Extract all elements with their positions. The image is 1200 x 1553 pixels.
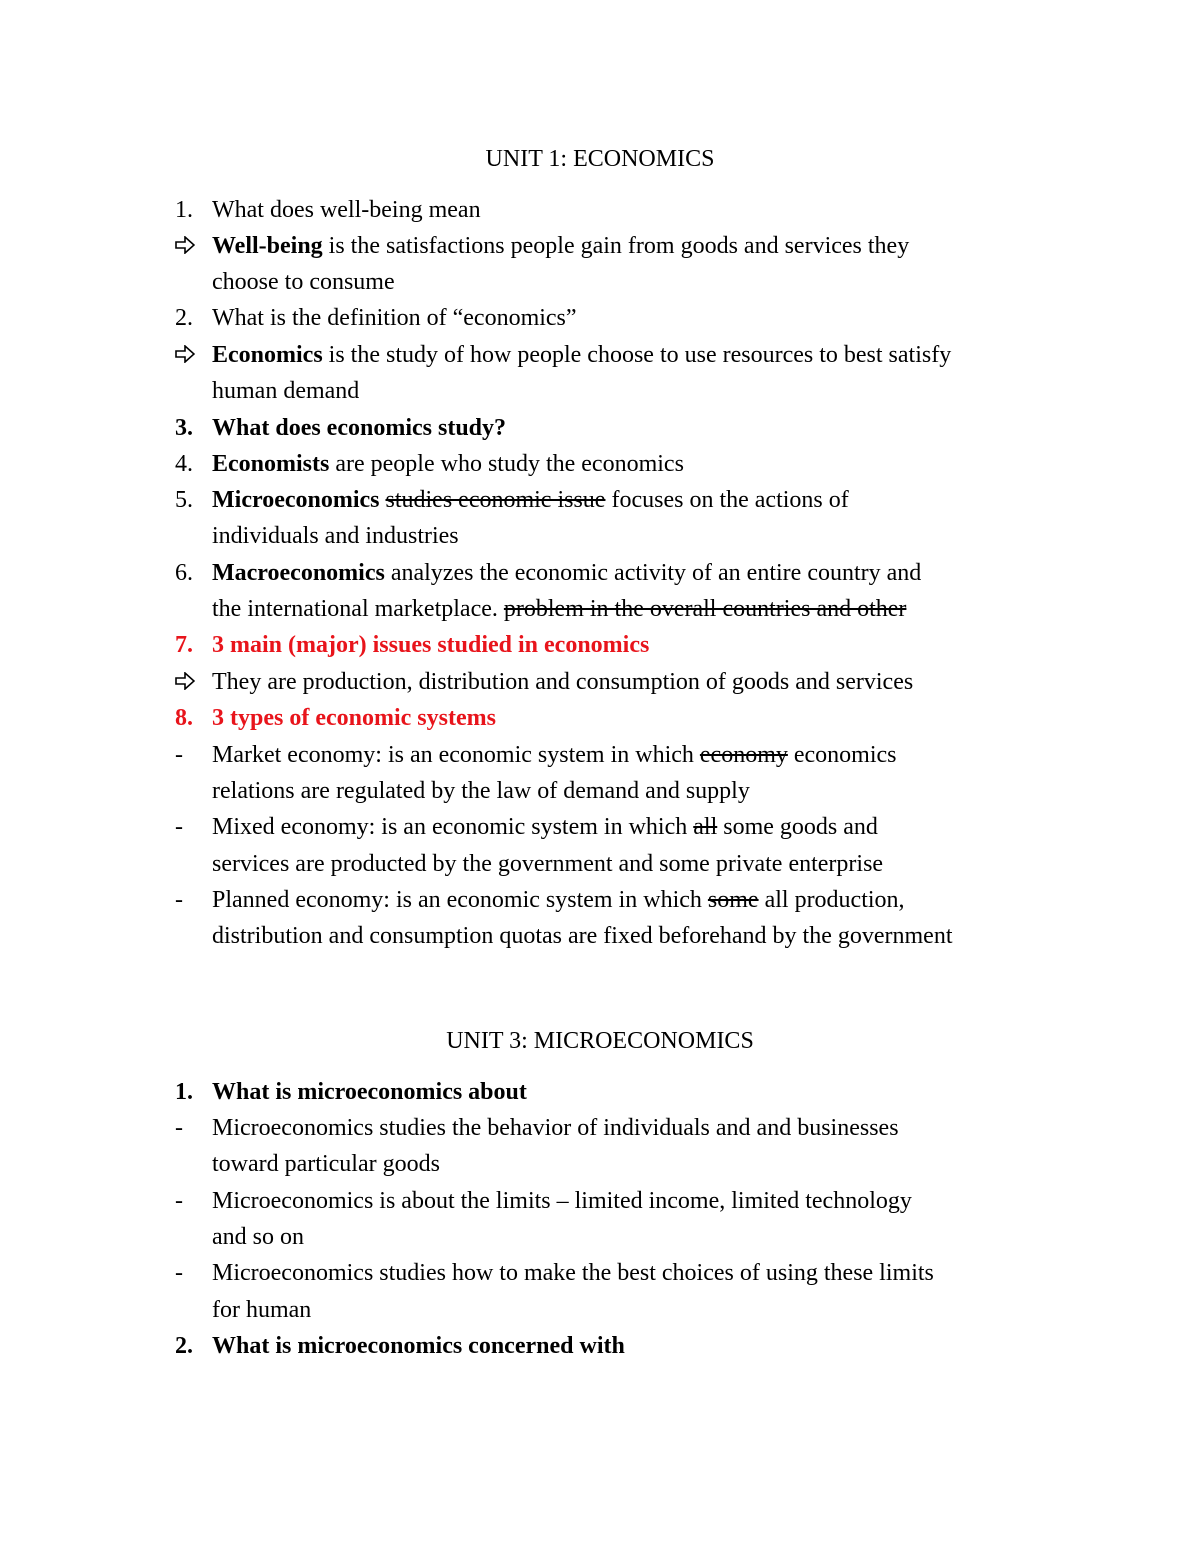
unit1-answer-2 bbox=[175, 337, 1075, 373]
question-text: What does well-being mean bbox=[212, 197, 481, 223]
question-text: What is the definition of “economics” bbox=[212, 305, 577, 331]
bullet-text: services are producted by the government and some private enterprise bbox=[212, 851, 884, 877]
list-number: 7. bbox=[175, 632, 193, 658]
unit1-item-4 bbox=[175, 446, 1075, 482]
outline-right-arrow-icon bbox=[175, 337, 199, 373]
list-number: 8. bbox=[175, 705, 193, 731]
outline-right-arrow-icon bbox=[175, 228, 199, 264]
bullet-text: for human bbox=[212, 1297, 312, 1323]
list-number: 5. bbox=[175, 487, 193, 513]
term-bold: Well-being bbox=[212, 233, 323, 259]
unit1-item-5-cont bbox=[175, 518, 1075, 554]
unit3-bullet-3-cont bbox=[175, 1292, 1075, 1328]
unit1-answer-2-cont bbox=[175, 373, 1075, 409]
bullet-dash: - bbox=[175, 1115, 183, 1141]
bullet-text: and so on bbox=[212, 1224, 304, 1250]
term-bold: Macroeconomics bbox=[212, 560, 385, 586]
term-bold: Economists bbox=[212, 451, 330, 477]
unit1-question-1 bbox=[175, 192, 1075, 228]
bullet-dash: - bbox=[175, 814, 183, 840]
unit3-bullet-2 bbox=[175, 1183, 1075, 1219]
term-bold: Economics bbox=[212, 342, 323, 368]
unit3-bullet-2-cont bbox=[175, 1219, 1075, 1255]
unit3-bullet-1 bbox=[175, 1110, 1075, 1146]
bullet-planned-economy bbox=[175, 882, 1075, 918]
item-text: the international marketplace. bbox=[212, 596, 504, 622]
item-text: individuals and industries bbox=[212, 523, 459, 549]
unit1-heading: UNIT 1: ECONOMICS bbox=[485, 146, 715, 172]
bullet-market-economy-cont bbox=[175, 773, 1075, 809]
item-text: focuses on the actions of bbox=[605, 487, 849, 513]
unit1-item-6 bbox=[175, 555, 1075, 591]
bullet-text: distribution and consumption quotas are fixed beforehand by the government bbox=[212, 923, 953, 949]
bullet-dash: - bbox=[175, 1188, 183, 1214]
item-text: are people who study the economics bbox=[329, 451, 684, 477]
list-number: 3. bbox=[175, 415, 193, 441]
bullet-text: economics bbox=[787, 742, 897, 768]
list-number: 6. bbox=[175, 560, 193, 586]
bullet-dash: - bbox=[175, 1260, 183, 1286]
list-number: 1. bbox=[175, 197, 193, 223]
question-text: 3 main (major) issues studied in economics bbox=[212, 632, 650, 658]
list-number: 2. bbox=[175, 305, 193, 331]
struck-text: economy bbox=[699, 742, 788, 768]
answer-text: choose to consume bbox=[212, 269, 395, 295]
unit1-question-3 bbox=[175, 410, 1075, 446]
unit1-question-7 bbox=[175, 627, 1075, 663]
bullet-text: all production, bbox=[758, 887, 905, 913]
bullet-text: Planned economy: is an economic system in which bbox=[212, 887, 708, 913]
bullet-text: Market economy: is an economic system in which bbox=[212, 742, 700, 768]
unit3-question-2 bbox=[175, 1328, 1075, 1364]
bullet-text: toward particular goods bbox=[212, 1151, 440, 1177]
bullet-dash: - bbox=[175, 887, 183, 913]
bullet-text: Microeconomics studies how to make the best choices of using these limits bbox=[212, 1260, 934, 1286]
question-text: What is microeconomics about bbox=[212, 1079, 527, 1105]
struck-text: studies economic issue bbox=[385, 487, 606, 513]
bullet-text: some goods and bbox=[717, 814, 878, 840]
list-number: 4. bbox=[175, 451, 193, 477]
question-text: What does economics study? bbox=[212, 415, 507, 441]
list-number: 1. bbox=[175, 1079, 193, 1105]
bullet-text: Microeconomics is about the limits – limited income, limited technology bbox=[212, 1188, 912, 1214]
answer-text: is the satisfactions people gain from goods and services they bbox=[322, 233, 910, 259]
unit3-question-1 bbox=[175, 1074, 1075, 1110]
item-text: analyzes the economic activity of an entire country and bbox=[384, 560, 922, 586]
bullet-text: relations are regulated by the law of demand and supply bbox=[212, 778, 750, 804]
answer-text: They are production, distribution and consumption of goods and services bbox=[212, 669, 914, 695]
answer-text: is the study of how people choose to use resources to best satisfy bbox=[322, 342, 952, 368]
unit1-question-8 bbox=[175, 700, 1075, 736]
question-text: What is microeconomics concerned with bbox=[212, 1333, 625, 1359]
unit1-item-6-cont bbox=[175, 591, 1075, 627]
struck-text: problem in the overall countries and other bbox=[503, 596, 907, 622]
unit1-answer-1 bbox=[175, 228, 1075, 264]
struck-text: some bbox=[707, 887, 759, 913]
bullet-text: Microeconomics studies the behavior of individuals and and businesses bbox=[212, 1115, 899, 1141]
unit1-question-2 bbox=[175, 300, 1075, 336]
unit1-answer-7 bbox=[175, 664, 1075, 700]
answer-text: human demand bbox=[212, 378, 360, 404]
bullet-market-economy bbox=[175, 737, 1075, 773]
unit1-item-5 bbox=[175, 482, 1075, 518]
question-text: 3 types of economic systems bbox=[212, 705, 496, 731]
unit3-bullet-1-cont bbox=[175, 1146, 1075, 1182]
bullet-planned-economy-cont bbox=[175, 918, 1075, 954]
bullet-dash: - bbox=[175, 742, 183, 768]
bullet-mixed-economy-cont bbox=[175, 846, 1075, 882]
list-number: 2. bbox=[175, 1333, 193, 1359]
unit3-heading: UNIT 3: MICROECONOMICS bbox=[446, 1028, 754, 1054]
bullet-text: Mixed economy: is an economic system in which bbox=[212, 814, 694, 840]
outline-right-arrow-icon bbox=[175, 664, 199, 700]
bullet-mixed-economy bbox=[175, 809, 1075, 845]
struck-text: all bbox=[693, 814, 718, 840]
term-bold: Microeconomics bbox=[212, 487, 380, 513]
unit1-answer-1-cont bbox=[175, 264, 1075, 300]
unit3-bullet-3 bbox=[175, 1255, 1075, 1291]
